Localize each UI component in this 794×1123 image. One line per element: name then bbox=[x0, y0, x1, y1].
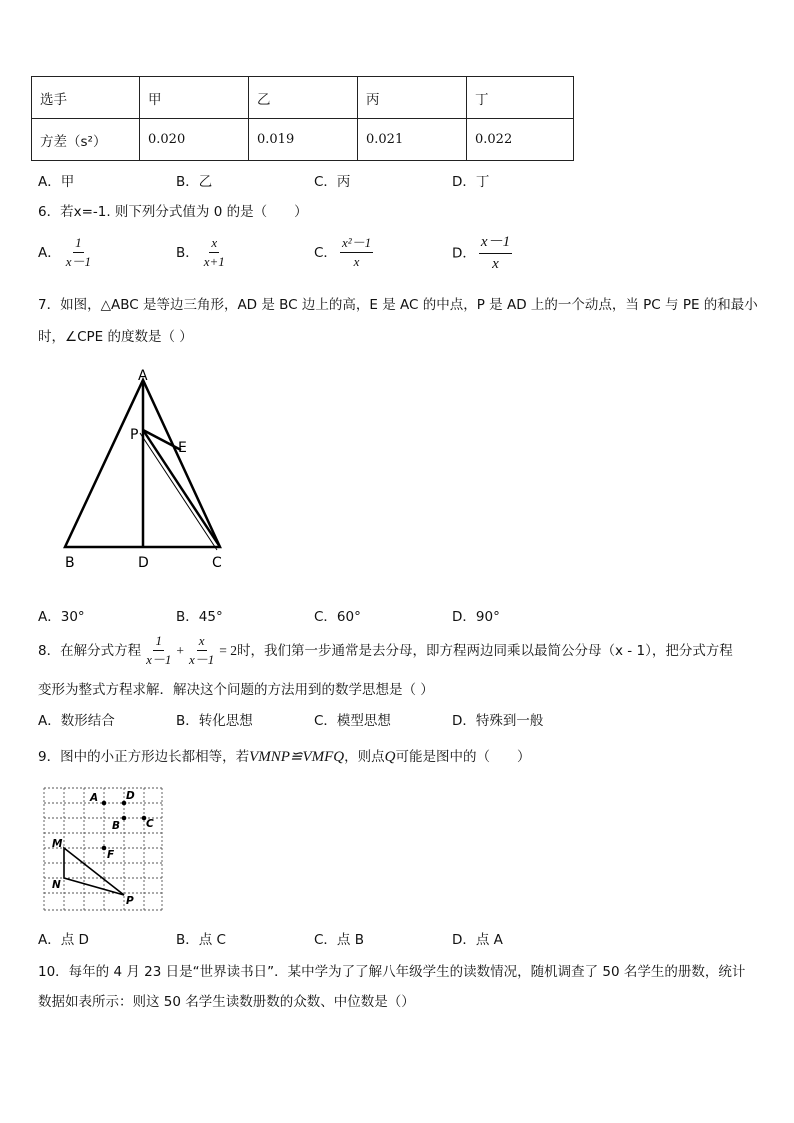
table-cell: 选手 bbox=[32, 77, 140, 119]
triangle-mnp bbox=[64, 848, 124, 895]
question-7-line-2: 时，∠CPE 的度数是（ ） bbox=[38, 329, 193, 345]
numerator: x－1 bbox=[479, 233, 512, 254]
q9-middle: ，则点 bbox=[344, 749, 385, 765]
fraction bbox=[144, 633, 173, 669]
option-a[interactable] bbox=[38, 235, 96, 271]
option-label: B． bbox=[176, 244, 199, 261]
option-b[interactable] bbox=[176, 235, 230, 271]
option-c[interactable] bbox=[314, 235, 376, 271]
table-cell: 0.022 bbox=[467, 119, 574, 161]
option-d[interactable] bbox=[452, 233, 515, 274]
numerator: x bbox=[209, 235, 219, 253]
plus-sign: + bbox=[176, 642, 184, 658]
point-b-dot bbox=[122, 816, 127, 821]
numerator: 1 bbox=[73, 235, 84, 253]
option-d[interactable]: D．丁 bbox=[452, 174, 490, 190]
label-d: D bbox=[138, 555, 149, 571]
label-b: B bbox=[65, 555, 75, 571]
grid-label-m: M bbox=[52, 838, 63, 850]
grid-label-a: A bbox=[90, 792, 99, 804]
question-8-line-2: 变形为整式方程求解．解决这个问题的方法用到的数学思想是（ ） bbox=[38, 682, 434, 698]
point-f-dot bbox=[102, 846, 107, 851]
table-cell: 甲 bbox=[140, 77, 249, 119]
point-a-dot bbox=[102, 801, 107, 806]
option-d[interactable]: D．90° bbox=[452, 609, 500, 625]
option-a[interactable]: A．点 D bbox=[38, 932, 89, 948]
table-cell: 丙 bbox=[358, 77, 467, 119]
table-header-row bbox=[32, 77, 574, 119]
grid-label-n: N bbox=[52, 879, 61, 891]
option-c[interactable]: C．60° bbox=[314, 609, 361, 625]
grid-label-p: P bbox=[126, 895, 134, 907]
option-a[interactable]: A．30° bbox=[38, 609, 85, 625]
denominator: x－1 bbox=[146, 652, 172, 668]
fraction bbox=[64, 235, 93, 271]
table-cell: 0.020 bbox=[140, 119, 249, 161]
option-label: D． bbox=[452, 245, 476, 262]
question-6-stem: 6．若x=-1. 则下列分式值为 0 的是（ ） bbox=[38, 204, 308, 220]
grid-figure bbox=[38, 784, 168, 914]
variance-table bbox=[31, 76, 574, 161]
denominator: x bbox=[492, 255, 499, 272]
table-cell: 0.021 bbox=[358, 119, 467, 161]
option-c[interactable]: C．丙 bbox=[314, 174, 351, 190]
option-c[interactable]: C．模型思想 bbox=[314, 713, 391, 729]
fraction bbox=[202, 235, 227, 271]
question-10-line-2: 数据如表所示：则这 50 名学生读数册数的众数、中位数是（） bbox=[38, 994, 415, 1010]
question-7-line-1: 7．如图，△ABC 是等边三角形，AD 是 BC 边上的高，E 是 AC 的中点，P 是 AD 上的一个动点，当 PC 与 PE 的和最小 bbox=[38, 297, 758, 313]
numerator: x bbox=[197, 633, 207, 651]
denominator: x+1 bbox=[203, 254, 225, 270]
table-cell: 方差（s²） bbox=[32, 119, 140, 161]
option-a[interactable]: A．数形结合 bbox=[38, 713, 115, 729]
question-8-line-1 bbox=[38, 633, 733, 669]
denominator: x－1 bbox=[65, 254, 92, 270]
option-b[interactable]: B．45° bbox=[176, 609, 223, 625]
option-b[interactable]: B．转化思想 bbox=[176, 713, 253, 729]
numerator: x²－1 bbox=[340, 235, 373, 253]
q8-prefix: 8．在解分式方程 bbox=[38, 642, 142, 659]
grid-label-f: F bbox=[107, 849, 115, 861]
option-b[interactable]: B．乙 bbox=[176, 174, 213, 190]
grid-label-b: B bbox=[112, 820, 121, 832]
label-a: A bbox=[138, 368, 148, 384]
congruence-expression: VMNP≌VMFQ bbox=[249, 749, 345, 765]
point-q: Q bbox=[384, 749, 396, 765]
grid-label-c: C bbox=[146, 818, 154, 830]
option-b[interactable]: B．点 C bbox=[176, 932, 226, 948]
table-cell: 乙 bbox=[249, 77, 358, 119]
question-10-line-1: 10．每年的 4 月 23 日是“世界读书日”．某中学为了了解八年级学生的读数情况，随机调查了 50 名学生的册数，统计 bbox=[38, 964, 746, 980]
option-c[interactable]: C．点 B bbox=[314, 932, 364, 948]
equals-two: = 2 bbox=[219, 642, 238, 658]
denominator: x－1 bbox=[189, 652, 215, 668]
option-label: C． bbox=[314, 244, 337, 261]
fraction bbox=[340, 235, 373, 271]
table-row bbox=[32, 119, 574, 161]
q9-suffix: 可能是图中的（ ） bbox=[395, 749, 531, 765]
fraction bbox=[479, 233, 512, 274]
numerator: 1 bbox=[153, 633, 164, 651]
option-label: A． bbox=[38, 244, 61, 261]
fraction bbox=[187, 633, 216, 669]
q9-prefix: 9．图中的小正方形边长都相等，若 bbox=[38, 749, 250, 765]
option-d[interactable]: D．特殊到一般 bbox=[452, 713, 544, 729]
label-c: C bbox=[212, 555, 222, 571]
q8-suffix: 时，我们第一步通常是去分母，即方程两边同乘以最简公分母（x - 1），把分式方程 bbox=[237, 642, 733, 659]
table-cell: 丁 bbox=[467, 77, 574, 119]
option-a[interactable]: A．甲 bbox=[38, 174, 75, 190]
question-9-stem bbox=[38, 745, 530, 766]
table-cell: 0.019 bbox=[249, 119, 358, 161]
label-p: P bbox=[130, 427, 139, 443]
option-d[interactable]: D．点 A bbox=[452, 932, 503, 948]
label-e: E bbox=[178, 440, 187, 456]
denominator: x bbox=[353, 254, 360, 270]
triangle-figure bbox=[55, 362, 240, 574]
grid-label-d: D bbox=[126, 790, 135, 802]
